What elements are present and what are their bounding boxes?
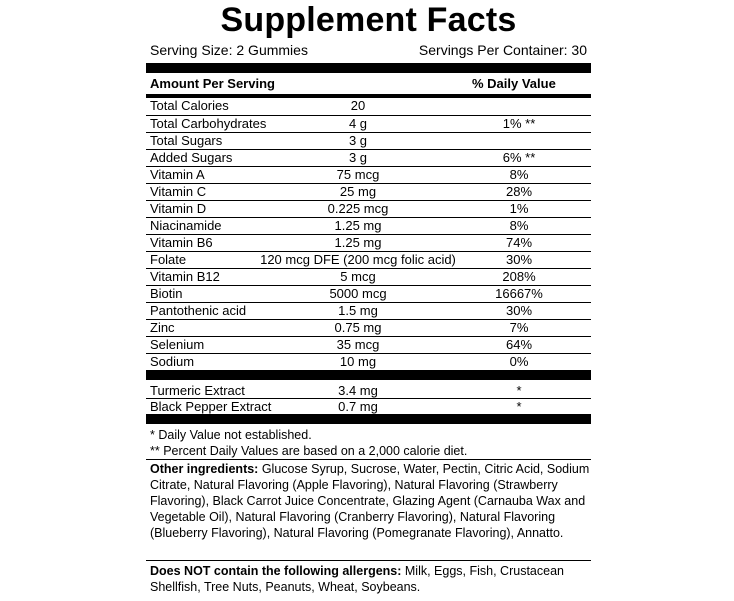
table-row xyxy=(146,200,591,217)
nutrient-name: Black Pepper Extract xyxy=(150,399,272,414)
table-row xyxy=(146,268,591,285)
nutrient-name: Vitamin D xyxy=(150,201,207,216)
nutrient-daily-value: 28% xyxy=(505,184,533,199)
nutrient-amount: 120 mcg DFE (200 mcg folic acid) xyxy=(260,252,456,267)
amount-per-serving-header: Amount Per Serving xyxy=(150,76,275,91)
nutrient-daily-value: 6% ** xyxy=(502,150,536,165)
nutrient-amount: 20 xyxy=(350,98,366,113)
nutrient-daily-value: 0% xyxy=(509,354,529,369)
nutrient-daily-value: 1% ** xyxy=(502,116,536,131)
nutrient-name: Turmeric Extract xyxy=(150,383,245,398)
table-row xyxy=(146,319,591,336)
nutrient-amount: 0.75 mg xyxy=(334,320,382,335)
nutrient-amount: 25 mg xyxy=(339,184,377,199)
nutrient-name: Folate xyxy=(150,252,187,267)
table-row xyxy=(146,353,591,370)
table-row xyxy=(146,132,591,149)
nutrient-daily-value: 30% xyxy=(505,252,533,267)
serving-size: Serving Size: 2 Gummies xyxy=(150,42,308,58)
nutrient-name: Added Sugars xyxy=(150,150,233,165)
footnote-dv: * Daily Value not established. xyxy=(150,428,312,442)
nutrient-amount: 3.4 mg xyxy=(338,383,378,398)
nutrient-amount: 4 g xyxy=(348,116,368,131)
nutrient-name: Total Carbohydrates xyxy=(150,116,267,131)
nutrient-name: Total Calories xyxy=(150,98,229,113)
nutrient-amount: 1.25 mg xyxy=(334,235,382,250)
table-row xyxy=(146,336,591,353)
nutrient-daily-value: 1% xyxy=(509,201,529,216)
table-row xyxy=(146,285,591,302)
other-ingredients-text: Glucose Syrup, Sucrose, Water, Pectin, Citric Acid, Sodium Citrate, Natural Flavoring (Apple Flavoring), Natural Flavoring (Strawberry Flavoring), Black Carrot Juice Concentrate, Glazing Agent (Carnauba Wax and Vegetable Oil), Natural Flavoring (Cranberry Flavoring), Natural Flavoring (Blueberry Flavoring), Natural Flavoring (Pomegranate Flavoring), Annatto. xyxy=(150,462,590,541)
nutrient-daily-value: 7% xyxy=(509,320,529,335)
heavy-rule-bottom xyxy=(146,414,591,424)
nutrient-daily-value: 64% xyxy=(505,337,533,352)
nutrient-name: Selenium xyxy=(150,337,205,352)
table-row xyxy=(146,398,591,413)
table-row xyxy=(146,302,591,319)
nutrient-amount: 5 mcg xyxy=(340,269,376,284)
nutrient-daily-value: * xyxy=(516,383,522,398)
table-row xyxy=(146,166,591,183)
nutrient-name: Sodium xyxy=(150,354,195,369)
allergens-text: Milk, Eggs, Fish, Crustacean Shellfish, Tree Nuts, Peanuts, Wheat, Soybeans. xyxy=(150,564,564,595)
divider-allergens xyxy=(146,560,591,561)
nutrient-amount: 35 mcg xyxy=(336,337,380,352)
table-row xyxy=(146,217,591,234)
nutrient-amount: 0.7 mg xyxy=(338,399,378,414)
table-header xyxy=(150,76,587,92)
panel-title: Supplement Facts xyxy=(220,1,517,39)
heavy-rule-mid xyxy=(146,370,591,380)
nutrient-daily-value: * xyxy=(516,399,522,414)
nutrient-amount: 10 mg xyxy=(339,354,377,369)
daily-value-header: % Daily Value xyxy=(472,76,556,91)
nutrient-name: Vitamin C xyxy=(150,184,207,199)
nutrient-name: Pantothenic acid xyxy=(150,303,247,318)
table-row xyxy=(146,149,591,166)
nutrient-name: Niacinamide xyxy=(150,218,222,233)
allergens xyxy=(150,563,595,595)
other-ingredients xyxy=(150,461,595,541)
nutrient-amount: 1.25 mg xyxy=(334,218,382,233)
table-row xyxy=(146,98,591,114)
table-row xyxy=(146,183,591,200)
nutrient-daily-value: 16667% xyxy=(495,286,543,301)
divider-ingredients xyxy=(146,459,591,460)
allergens-label: Does NOT contain the following allergens: xyxy=(150,564,402,578)
nutrient-daily-value: 74% xyxy=(505,235,533,250)
table-row xyxy=(146,383,591,397)
nutrient-amount: 3 g xyxy=(348,133,368,148)
table-row xyxy=(146,251,591,268)
nutrient-name: Vitamin B6 xyxy=(150,235,213,250)
serving-info xyxy=(150,41,587,59)
nutrient-daily-value: 8% xyxy=(509,218,529,233)
nutrient-amount: 5000 mcg xyxy=(329,286,387,301)
other-ingredients-label: Other ingredients: xyxy=(150,462,259,476)
nutrient-name: Biotin xyxy=(150,286,183,301)
nutrient-amount: 3 g xyxy=(348,150,368,165)
nutrient-name: Total Sugars xyxy=(150,133,223,148)
nutrient-amount: 75 mcg xyxy=(336,167,380,182)
table-row xyxy=(146,234,591,251)
footnote-calorie: ** Percent Daily Values are based on a 2,000 calorie diet. xyxy=(150,444,468,458)
nutrient-name: Zinc xyxy=(150,320,175,335)
nutrient-name: Vitamin A xyxy=(150,167,205,182)
nutrient-daily-value: 30% xyxy=(505,303,533,318)
heavy-rule-top xyxy=(146,63,591,73)
table-row xyxy=(146,115,591,132)
nutrient-name: Vitamin B12 xyxy=(150,269,220,284)
servings-per-container: Servings Per Container: 30 xyxy=(418,42,587,58)
nutrient-amount: 1.5 mg xyxy=(338,303,378,318)
nutrient-daily-value: 8% xyxy=(509,167,529,182)
nutrient-daily-value: 208% xyxy=(502,269,536,284)
nutrient-amount: 0.225 mcg xyxy=(327,201,389,216)
